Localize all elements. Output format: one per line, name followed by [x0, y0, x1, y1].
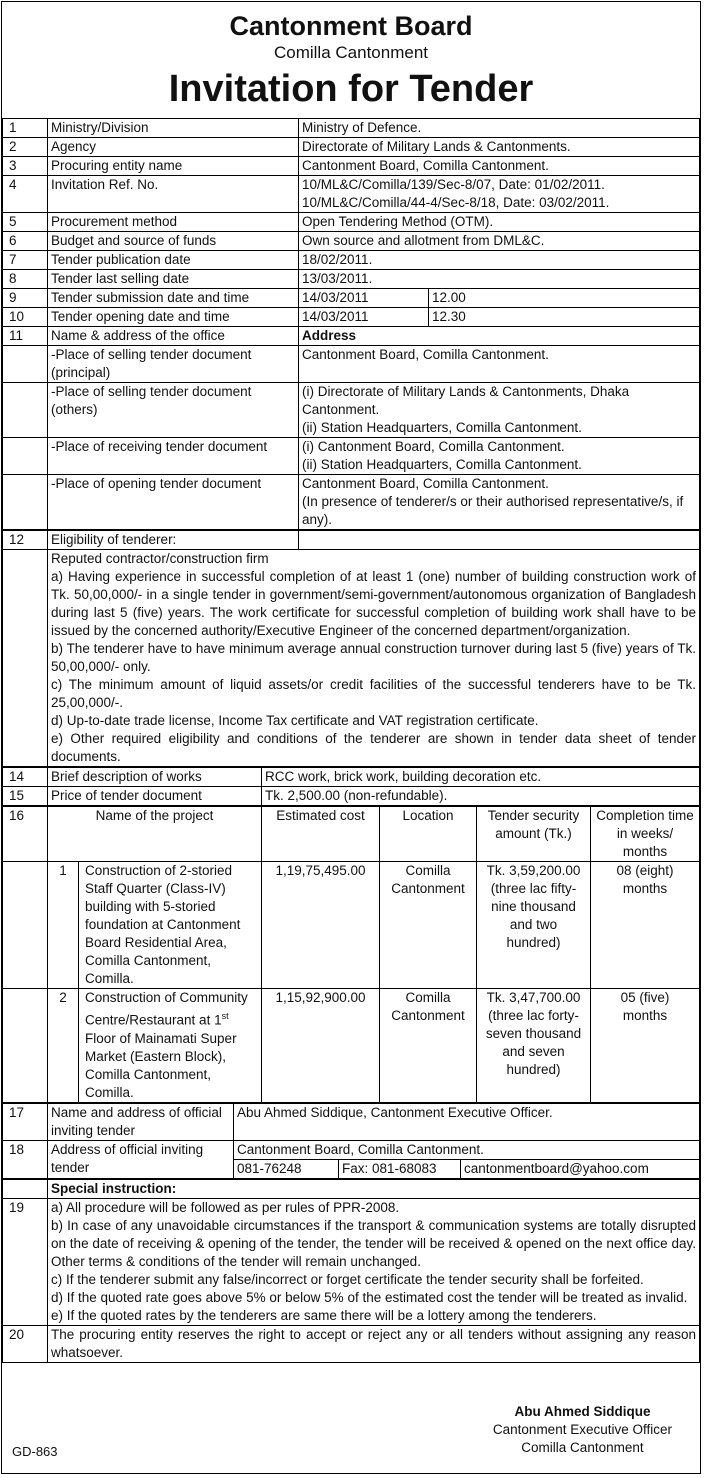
- table-row: 11 Name & address of the office Address: [3, 327, 700, 346]
- row-value: Open Tendering Method (OTM).: [299, 213, 700, 232]
- table-row: 15 Price of tender document Tk. 2,500.00 (non-refundable).: [3, 787, 700, 806]
- header-cost: Estimated cost: [262, 807, 380, 862]
- row-value: Ministry of Defence.: [299, 119, 700, 138]
- project-completion: 08 (eight) months: [591, 862, 700, 989]
- special-instruction-item: d) If the quoted rate goes above 5% or below 5% of the estimated cost the tender will be treated as invalid.: [51, 1289, 688, 1305]
- project-name: Construction of 2-storied Staff Quarter (Class-IV) building with 5-storied foundation at Cantonment Board Residential Area, Comilla Cantonment, Comilla.: [79, 862, 262, 989]
- row-number: 12: [3, 531, 48, 550]
- table-row: 10 Tender opening date and time 14/03/2011 12.30: [3, 308, 700, 327]
- table-row: 16 Name of the project Estimated cost Location Tender security amount (Tk.) Completion time in weeks/ months: [3, 807, 700, 862]
- special-instruction-item: a) All procedure will be followed as per rules of PPR-2008.: [51, 1199, 400, 1215]
- project-name: Construction of Community Centre/Restaurant at 1st Floor of Mainamati Super Market (Eastern Block), Comilla Cantonment, Comilla.: [79, 989, 262, 1103]
- row-label: Tender publication date: [48, 251, 299, 270]
- row-value: Address: [299, 327, 700, 346]
- header-security: Tender security amount (Tk.): [477, 807, 591, 862]
- project-security: Tk. 3,47,700.00 (three lac forty-seven thousand and seven hundred): [477, 989, 591, 1103]
- footer-code: GD-863: [12, 1444, 58, 1459]
- table-row: 2 Agency Directorate of Military Lands & Cantonments.: [3, 138, 700, 157]
- special-instruction-item: e) If the quoted rates by the tenderers are same there will be a lottery among the tenderers.: [51, 1307, 597, 1323]
- row-time: 12.00: [429, 289, 700, 308]
- row-date: 14/03/2011: [299, 308, 429, 327]
- special-instruction-item: b) In case of any unavoidable circumstances if the transport & communication systems are totally disrupted on the date of receiving & opening of the tender, the tender will be received & opened on the next office day. Other terms & conditions of the tender will remain unchanged.: [51, 1217, 696, 1269]
- row-value: 10/ML&C/Comilla/139/Sec-8/07, Date: 01/02/2011. 10/ML&C/Comilla/44-4/Sec-8/18, Date: 03/02/2011.: [299, 176, 700, 213]
- works-value: RCC work, brick work, building decoration etc.: [262, 768, 700, 787]
- row-label: Procurement method: [48, 213, 299, 232]
- project-security: Tk. 3,59,200.00 (three lac fifty-nine thousand and two hundred): [477, 862, 591, 989]
- row-label: Budget and source of funds: [48, 232, 299, 251]
- place-value: Cantonment Board, Comilla Cantonment. (In presence of tenderer/s or their authorised representative/s, if any).: [299, 475, 700, 530]
- header-location: Location: [380, 807, 477, 862]
- table-row: 1 Construction of 2-storied Staff Quarter (Class-IV) building with 5-storied foundation at Cantonment Board Residential Area, Comilla Cantonment, Comilla. 1,19,75,495.00 Comilla Cantonment Tk. 3,59,200.00 (three lac fifty-nine thousand and two hundred) 08 (eight) months: [3, 862, 700, 989]
- eligibility-item: a) Having experience in successful completion of at least 1 (one) number of building construction work of Tk. 50,00,000/- in a single tender in government/semi-government/autonomous organization of Bangladesh during last 5 (five) years. The work certificate for successful completion of building work shall have to be issued by the concerned authority/Executive Engineer of the concerned department/organization.: [51, 569, 696, 638]
- table-row: [3, 531, 700, 550]
- signature-block: [493, 1403, 672, 1457]
- phone-number: 081-76248: [234, 1159, 339, 1178]
- eligibility-item: d) Up-to-date trade license, Income Tax certificate and VAT registration certificate.: [51, 713, 539, 728]
- table-row: 19 a) All procedure will be followed as per rules of PPR-2008. b) In case of any unavoidable circumstances if the transport & communication systems are totally disrupted on the date of receiving & opening of the tender, the tender will be received & opened on the next office day. Other terms & conditions of the tender will remain unchanged. c) If the tenderer submit any false/incorrect or forget certificate the tender security shall be forfeited. d) If the quoted rate goes above 5% or below 5% of the estimated cost the tender will be treated as invalid. e) If the quoted rates by the tenderers are same there will be a lottery among the tenderers.: [3, 1198, 700, 1325]
- row-label: Procuring entity name: [48, 157, 299, 176]
- place-value: (i) Cantonment Board, Comilla Cantonment. (ii) Station Headquarters, Comilla Cantonment.: [299, 438, 700, 475]
- signature-area: [2, 1395, 700, 1473]
- info-table: [2, 118, 700, 530]
- table-row: 5 Procurement method Open Tendering Method (OTM).: [3, 213, 700, 232]
- table-row: 2 Construction of Community Centre/Restaurant at 1st Floor of Mainamati Super Market (Eastern Block), Comilla Cantonment, Comilla. 1,15,92,900.00 Comilla Cantonment Tk. 3,47,700.00 (three lac forty-seven thousand and seven hundred) 05 (five) months: [3, 989, 700, 1103]
- notice-header: [2, 10, 700, 112]
- email-address: cantonmentboard@yahoo.com: [461, 1159, 700, 1178]
- official-value: Abu Ahmed Siddique, Cantonment Executive Officer.: [234, 1103, 700, 1140]
- price-value: Tk. 2,500.00 (non-refundable).: [262, 787, 700, 806]
- header-completion: Completion time in weeks/ months: [591, 807, 700, 862]
- row-value: Cantonment Board, Comilla Cantonment.: [299, 157, 700, 176]
- table-row: 3 Procuring entity name Cantonment Board, Comilla Cantonment.: [3, 157, 700, 176]
- row-value: 18/02/2011.: [299, 251, 700, 270]
- eligibility-table: [2, 530, 700, 767]
- header-name: Name of the project: [48, 807, 262, 862]
- eligibility-intro: Reputed contractor/construction firm: [51, 551, 269, 566]
- table-row: [3, 438, 700, 475]
- table-row: 6 Budget and source of funds Own source and allotment from DML&C.: [3, 232, 700, 251]
- table-row: [3, 550, 700, 767]
- signatory-title: Cantonment Executive Officer: [492, 1422, 672, 1437]
- place-label: -Place of opening tender document: [48, 475, 299, 530]
- table-row: 14 Brief description of works RCC work, brick work, building decoration etc.: [3, 768, 700, 787]
- place-label: -Place of selling tender document (principal): [48, 346, 299, 383]
- official-address: Cantonment Board, Comilla Cantonment.: [234, 1140, 700, 1159]
- signatory-name: Abu Ahmed Siddique: [514, 1404, 651, 1419]
- table-row: 8 Tender last selling date 13/03/2011.: [3, 270, 700, 289]
- eligibility-item: c) The minimum amount of liquid assets/or credit facilities of the successful tenderers have to be Tk. 25,00,000/-.: [51, 677, 696, 710]
- row-label: Tender opening date and time: [48, 308, 299, 327]
- place-label: -Place of selling tender document (others): [48, 383, 299, 438]
- table-row: 1 Ministry/Division Ministry of Defence.: [3, 119, 700, 138]
- board-location: Comilla Cantonment: [273, 43, 428, 62]
- row-label: Tender submission date and time: [48, 289, 299, 308]
- tender-notice: [1, 1, 701, 1474]
- eligibility-item: e) Other required eligibility and conditions of the tenderer are shown in tender data sheet of tender documents.: [51, 731, 696, 764]
- special-heading: Special instruction:: [48, 1179, 700, 1198]
- official-table: [2, 1103, 700, 1179]
- row-label: Name & address of the office: [48, 327, 299, 346]
- table-row: 7 Tender publication date 18/02/2011.: [3, 251, 700, 270]
- table-row: [3, 383, 700, 438]
- table-row: 9 Tender submission date and time 14/03/2011 12.00: [3, 289, 700, 308]
- row-date: 14/03/2011: [299, 289, 429, 308]
- place-value: Cantonment Board, Comilla Cantonment.: [299, 346, 700, 383]
- row-value: Directorate of Military Lands & Cantonments.: [299, 138, 700, 157]
- special-table: [2, 1179, 700, 1363]
- project-cost: 1,19,75,495.00: [262, 862, 380, 989]
- table-row: 20 The procuring entity reserves the right to accept or reject any or all tenders without assigning any reason whatsoever.: [3, 1325, 700, 1362]
- eligibility-text: [48, 550, 700, 767]
- project-location: Comilla Cantonment: [380, 989, 477, 1103]
- row-label: Ministry/Division: [48, 119, 299, 138]
- board-name: Cantonment Board: [229, 11, 473, 41]
- place-value: (i) Directorate of Military Lands & Cantonments, Dhaka Cantonment. (ii) Station Headquarters, Comilla Cantonment.: [299, 383, 700, 438]
- row-label: Invitation Ref. No.: [48, 176, 299, 213]
- row-label: Eligibility of tenderer:: [48, 531, 299, 550]
- table-row: [3, 1179, 700, 1198]
- table-row: [3, 346, 700, 383]
- table-row: 18 Address of official inviting tender Cantonment Board, Comilla Cantonment.: [3, 1140, 700, 1159]
- eligibility-item: b) The tenderer have to have minimum average annual construction turnover during last 5 (five) years of Tk. 50,00,000/- only.: [51, 641, 696, 674]
- notice-title: Invitation for Tender: [168, 68, 534, 110]
- row-time: 12.30: [429, 308, 700, 327]
- works-table: [2, 767, 700, 806]
- row-value: 13/03/2011.: [299, 270, 700, 289]
- row-label: Tender last selling date: [48, 270, 299, 289]
- special-instruction-item: c) If the tenderer submit any false/incorrect or forget certificate the tender security shall be forfeited.: [51, 1271, 644, 1287]
- signatory-location: Comilla Cantonment: [521, 1440, 644, 1455]
- projects-table: [2, 806, 700, 1103]
- project-location: Comilla Cantonment: [380, 862, 477, 989]
- place-label: -Place of receiving tender document: [48, 438, 299, 475]
- table-row: 4 Invitation Ref. No. 10/ML&C/Comilla/139/Sec-8/07, Date: 01/02/2011. 10/ML&C/Comilla/44-4/Sec-8/18, Date: 03/02/2011.: [3, 176, 700, 213]
- reserve-text: The procuring entity reserves the right to accept or reject any or all tenders without assigning any reason whatsoever.: [48, 1325, 700, 1362]
- table-row: 17 Name and address of official inviting tender Abu Ahmed Siddique, Cantonment Executive Officer.: [3, 1103, 700, 1140]
- fax-number: Fax: 081-68083: [339, 1159, 461, 1178]
- row-value: Own source and allotment from DML&C.: [299, 232, 700, 251]
- table-row: [3, 475, 700, 530]
- project-cost: 1,15,92,900.00: [262, 989, 380, 1103]
- row-label: Agency: [48, 138, 299, 157]
- project-completion: 05 (five) months: [591, 989, 700, 1103]
